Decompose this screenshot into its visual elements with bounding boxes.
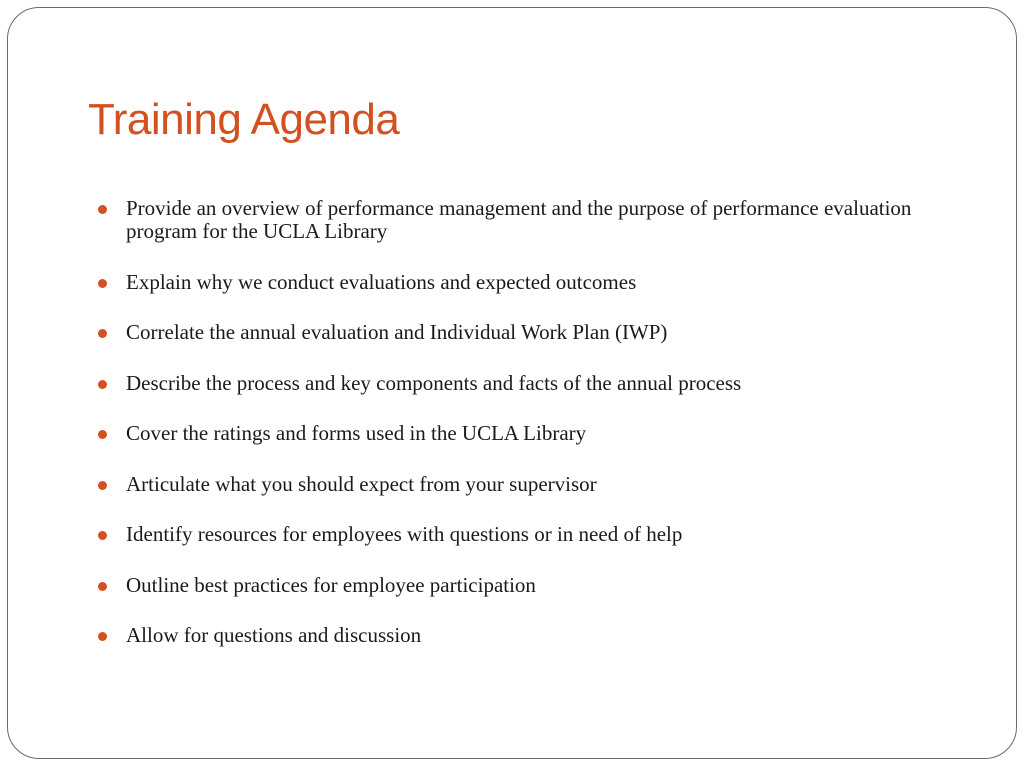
agenda-item	[0, 197, 1024, 243]
bullet-icon	[98, 632, 107, 641]
bullet-icon	[98, 481, 107, 490]
slide-title: Training Agenda	[88, 95, 400, 144]
agenda-list	[0, 197, 1024, 675]
agenda-item-text: Articulate what you should expect from your supervisor	[126, 471, 597, 496]
agenda-item-text: Identify resources for employees with questions or in need of help	[126, 522, 683, 546]
agenda-item-text: Allow for questions and discussion	[126, 623, 422, 647]
agenda-item	[0, 574, 1024, 597]
agenda-item	[0, 473, 1024, 496]
agenda-item-text: Provide an overview of performance management and the purpose of performance evaluation program for the UCLA Library	[126, 196, 912, 243]
agenda-item	[0, 624, 1024, 647]
agenda-item-text: Correlate the annual evaluation and Individual Work Plan (IWP)	[126, 320, 668, 344]
bullet-icon	[98, 430, 107, 439]
agenda-item-text: Describe the process and key components and facts of the annual process	[126, 370, 742, 395]
bullet-icon	[98, 329, 107, 338]
agenda-item-text: Explain why we conduct evaluations and expected outcomes	[126, 269, 637, 294]
bullet-icon	[98, 380, 107, 389]
agenda-item	[0, 422, 1024, 445]
bullet-icon	[98, 205, 107, 214]
bullet-icon	[98, 279, 107, 288]
bullet-icon	[98, 582, 107, 591]
agenda-item	[0, 271, 1024, 294]
agenda-item-text: Outline best practices for employee participation	[126, 572, 536, 597]
bullet-icon	[98, 531, 107, 540]
agenda-item	[0, 321, 1024, 344]
agenda-item	[0, 523, 1024, 546]
agenda-item-text: Cover the ratings and forms used in the UCLA Library	[126, 421, 587, 445]
agenda-item	[0, 372, 1024, 395]
